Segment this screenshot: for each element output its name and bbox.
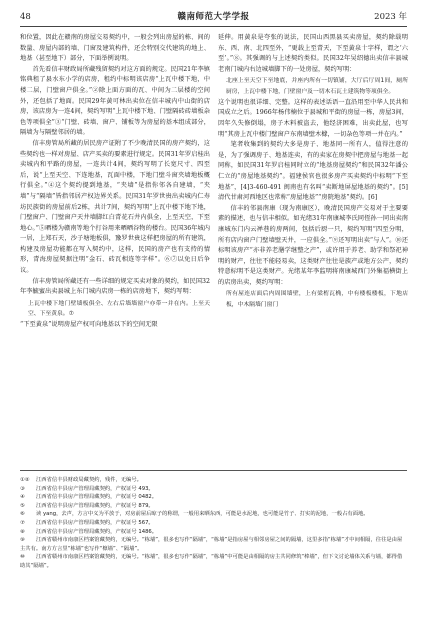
paragraph: 信丰的邻县南康（现为南康区），晚清民国房产交易对于主要要素的描述，也与信丰相似。如光绪31年南康城李氏同侄孙一同出卖南康城东门内云禅巷的房两间，包括后厨一只，契约写明“四至分明，所有店内窗户门壁墙壁天井，一应俱全。”⑨还写明出卖“与人”。⑩还标明该房产“亦非养老膳学继整之产”，或许用于养老、助学和祭祀神明的财产，往往不能轻易卖，这类财产往往是族产或地方公产，契约特意标明不是这类财产。光绪某年李监明将南康城西门外集福横街上的店房出卖，契约写明： — [218, 204, 408, 286]
block-quote: 所有屋连店面后内周围墙壁，上有梁桁瓦桷，中有楼板楼板，下地店板，中木隔墙门窗门 — [226, 291, 408, 308]
block-quote: 北座上至天空下至地底，并座内所有一切镇铺，大厅后厅周1间，厕所厨房，上瓦中楼下地，门壁窗户及一切木石瓦土建筑物等项俱全。 — [226, 78, 408, 95]
paragraph: 信丰房管局所藏还有一些详细的规定买卖对象的契约，如民国32年李毓蜜出卖县城上东门城内店房一栋的店房地下，契约写明： — [20, 277, 210, 296]
publication-year: 2023 年 — [374, 12, 407, 22]
paragraph: 这个说明也很详细、完整。这样的表述话语一直沿用至中华人民共和国成立之后。1966年杨伟楠位于县城和平街的房屋一栋，房屋3间，因年久失修倒塌，房子木料被盗去，他经济困难，出卖此屋，也写明“其房上瓦中楼门壁窗户东南墙壁木橼，一切杂色等项一并在内。” — [218, 98, 408, 138]
footnote-marker: ⑦ — [20, 519, 25, 526]
footnotes — [20, 470, 407, 571]
footnote-text: 江西省信丰县财政局藏契约，残件，无编号。 — [36, 477, 142, 483]
paragraph: 信丰房管局所藏的居民房产证附了不少晚清民国的房产契约，这些契约也一样对房屋、店产买卖的要素进行规定。民国31年罗启桂出卖城内和平路的房屋，一连共计4间，契约写明了长宽尺寸、四至后，说“上至天空、下连地基，瓦面中楼，下地门壁斗窗夹墙地板概行俱全。”④这个契约提到地基，“夹墙”是指你邻各自建墙，“夹墙”与“隔墙”皆指邻居产权边界关系。民国31年罗世贵出卖城内仁寿坊民族街的房屋前后2栋，共计7间，契约写明“上瓦中楼下地下地，门壁窗户、门壁窗户天井墙脚红白青花石井内俱全，上至天空，下至地心。”⑤晒楼为赣南等地个打谷用来晒晒谷物的楼台。民国36年城内一居，上郑石天，沙子塘地板俱，豫罗世贵这样把房屋的所有建筑，构建及房屋功能都在写入契约中，这样，民国的房产也有支持的情形，青海房屋契据注明“金石、砖瓦相连等字样”。⑥⑦以免日后争议。 — [20, 139, 210, 275]
footnote — [20, 553, 407, 570]
footnote-marker: ④ — [20, 494, 25, 501]
paragraph: “下至黄泉”说明房屋产权可向地基以下的空间无限 — [20, 321, 158, 329]
footnote-marker: ⑤ — [20, 502, 25, 509]
block-quote: 上瓦中楼下地门壁墙板俱全、左右后墙墙窗户亦带一并在内。上至天空、下至黄泉。⑦ — [28, 300, 210, 318]
footnote — [20, 502, 407, 511]
footnote-marker: ⑩ — [20, 554, 25, 561]
footnote — [20, 528, 407, 537]
footnote — [20, 493, 407, 502]
footnote-marker: ①② — [20, 477, 30, 483]
footnote — [20, 536, 407, 553]
footnote-text: 江西省信丰县房产管理局藏契约，产权证号 567。 — [36, 519, 154, 526]
paragraph: 笔者收集到的契约大多是房子、地基同一所有人，值得注意的是，为了强调房子、地基连卖，有的卖家在房契中把房屋与地基一起同称，如民国31年罗启桂同时立的“地基房屋契约”和民国32年潘公仁立的“房屋地基契约”。福建侯官也很多房产买卖契约中标明“下至地基”，[4]3-460-491 闽南也有名叫“卖断地屏屋地基的契约”。[5]清代甘肃河西地区也常称“房屋地基”“房院地基”契约。[6] — [218, 141, 408, 202]
footnote-text: 江西省信丰县房产管理局藏契约，产权证号 879。 — [36, 502, 154, 509]
footnote-marker: ⑨ — [20, 537, 25, 544]
footnote — [20, 476, 407, 485]
page-number: 48 — [20, 12, 31, 22]
paragraph: 首先看信丰财政局所藏残留契约对这方面的规定。民国21年李镇铭典租了县水东小学的店房，租约中标明该店房“上瓦中楼下地，中楼二层，门壁窗户俱全。”②除上面方面的瓦、中间为二层楼的空间外，还包括了地面。民国29年黄可林出卖位在信丰城内中山街的店房，该店房为一连4间，契约写明“上瓦中楼下地、门壁隔砖砖墙板杂色等项俱全”③“门壁、砖墙、窗户、铺板等为房屋的基本组成部分，隔墙为与隔壁邻居的墙。 — [20, 65, 210, 137]
right-text-column — [218, 33, 408, 311]
footnote-text: 江西省赣州市南康区档案馆藏契约，无编号。“栋墙”，很多也写作“隔墙”，“栋墙”是指房屋与相邻房屋之间的隔墙，这里多指“栋墙”才中间相隔，往往是由屋主共有。南方方言里“栋墙”也写作“檩墙”、“隔墙”。 — [20, 537, 403, 552]
journal-title: 赣南师范大学学报 — [177, 12, 250, 22]
footnote — [20, 519, 407, 528]
footnote-marker: ③ — [20, 485, 25, 492]
footnote-marker: ⑥ — [20, 511, 25, 518]
footnote-marker: ⑧ — [20, 528, 25, 535]
paragraph: 和位置，因此在赣南的房屋交易契约中，一般会列出房屋的栋、间的数量、房屋内部的墙、门窗及建筑构件，还会特别交代建筑的地上、地基（甚至地下）部分，下面举例说明。 — [20, 34, 210, 63]
footnote-text: 江西省信丰县房产管理局藏契约，产权证号 493。 — [36, 485, 154, 492]
footnote-text: 读 yang，去声，方言中义为平放于，对房前屋后晾子的称谓，一般用来晒东西，可能是水泥地，也可能是竹子、打实的泥地，一般占有面地。 — [36, 511, 369, 518]
paragraph: 延伸。用黄泉是夸张的说法，民国山西黑县买卖房屋，契约除载明东、西、南、北四至外，“更载上至青天，下至黄泉十字样，谓之‘六至’。”⑧。其强调的与上述契约类似。民国32年吴绍德出卖信丰县城老南门城内右边城墙脚下的一处房屋，契约写明： — [218, 34, 408, 73]
left-text-column — [20, 33, 210, 331]
footnote — [20, 485, 407, 494]
footnote-text: 江西省赣州市南康区档案馆藏契约，无编号。“栋墙”，很多也写作“隔墙”，“栋墙”中可能是由相隔的房主共同修筑“棒墙”，但下文讨论墙体关系与墙，都得借助其“隔墙”。 — [20, 554, 403, 569]
running-header — [20, 10, 407, 27]
footnote-text: 江西省信丰县房产管理局藏契约，产权证号 1486。 — [36, 528, 158, 535]
footnote — [20, 510, 407, 519]
footnote-text: 江西省信丰县房产管理局藏契约，产权证号 0482。 — [36, 494, 158, 501]
